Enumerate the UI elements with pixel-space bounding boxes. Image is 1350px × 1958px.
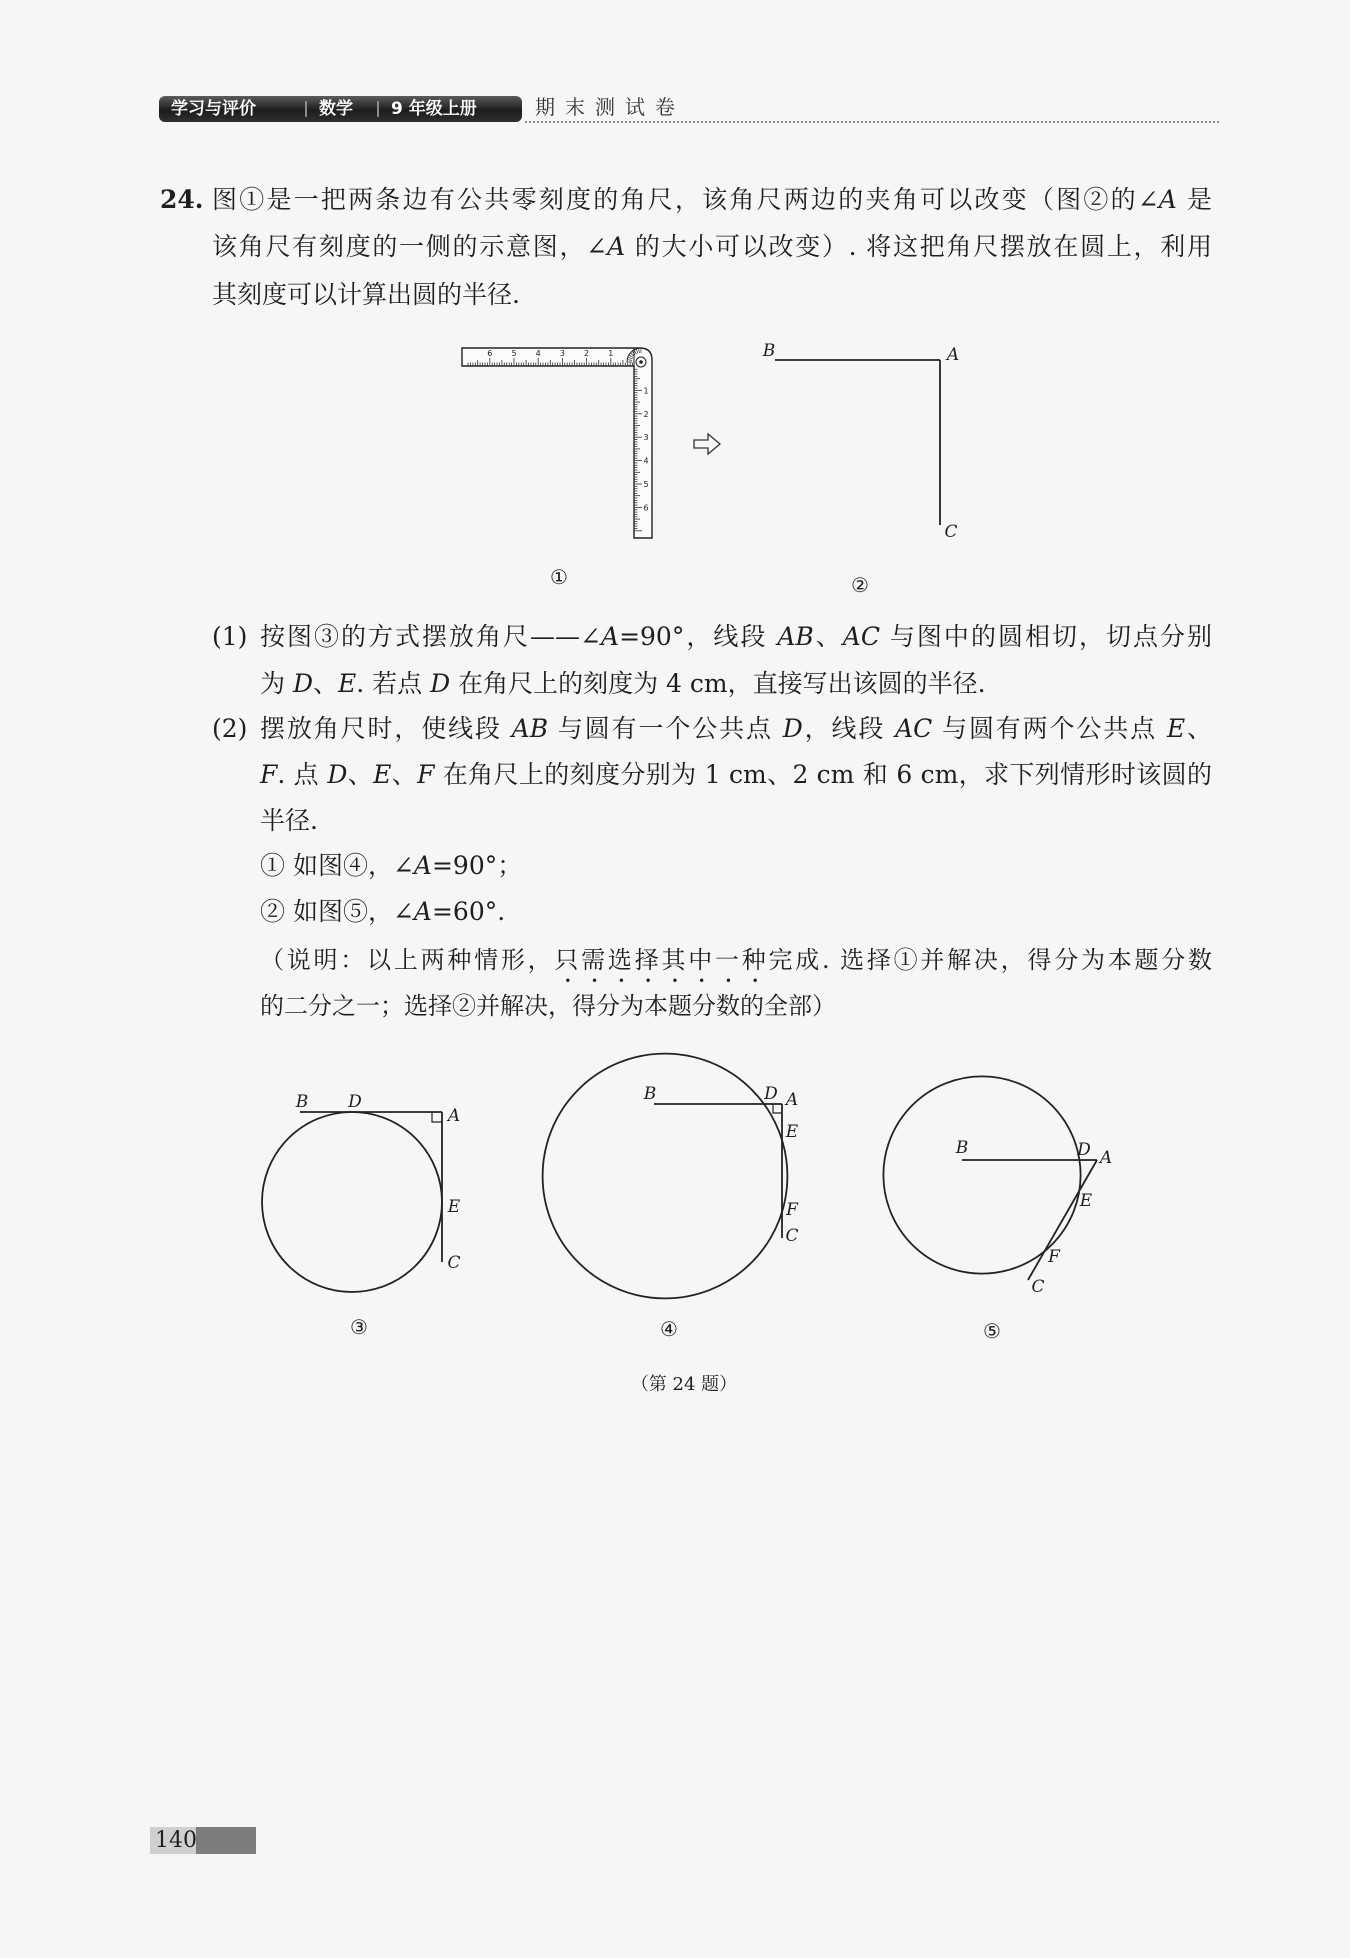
point-label-b: B <box>955 1138 969 1158</box>
point-label-b: B <box>762 341 776 361</box>
circle <box>262 1112 442 1292</box>
page-number: 140 <box>155 1828 197 1853</box>
ruler-scale-numbers <box>487 349 648 512</box>
math-variable: E <box>373 760 392 789</box>
math-variable: E <box>1166 714 1186 743</box>
part-1-line-2: 为 D、E. 若点 D 在角尺上的刻度为 4 cm，直接写出该圆的半径. <box>260 669 986 698</box>
math-variable: AB <box>511 714 549 743</box>
banner-subject: 数学 <box>319 99 353 119</box>
ruler-scale-number: 4 <box>535 349 541 358</box>
note-emphasis-text: 只需选择其中一种 <box>554 946 769 974</box>
point-label-a: A <box>1099 1148 1113 1168</box>
banner-series: 学习与评价 <box>171 99 256 119</box>
ruler-scale-number: 6 <box>487 349 493 358</box>
intro-line-1: 图①是一把两条边有公共零刻度的角尺，该角尺两边的夹角可以改变（图②的∠A 是 <box>212 185 1213 214</box>
point-label-d: D <box>1077 1140 1091 1160</box>
math-variable: D <box>327 760 348 789</box>
figure-4-label: ④ <box>660 1317 678 1341</box>
math-variable: AC <box>895 714 933 743</box>
math-variable: A <box>1158 185 1177 214</box>
point-label-e: E <box>785 1122 799 1142</box>
page-number-box <box>150 1827 256 1854</box>
part-2-line-3: 半径. <box>260 806 318 835</box>
point-label-f: F <box>1048 1247 1060 1267</box>
figure-1-label: ① <box>550 565 568 589</box>
point-label-d: D <box>764 1084 778 1104</box>
ruler-pivot-center <box>639 360 643 364</box>
case-2: ② 如图⑤，∠A=60°. <box>260 897 506 926</box>
figure-2-label: ② <box>851 573 869 597</box>
figure-4-secant-circle-90 <box>543 1054 800 1341</box>
point-label-b: B <box>295 1092 309 1112</box>
ruler-scale-number: 4 <box>643 456 649 466</box>
section-title: 期末测试卷 <box>535 95 685 119</box>
question-number: 24. <box>160 185 204 214</box>
case-1: ① 如图④，∠A=90°； <box>260 851 523 880</box>
figure-3-tangent-circle <box>262 1092 461 1339</box>
math-variable: AC <box>842 622 880 651</box>
note-line-2: 的二分之一；选择②并解决，得分为本题分数的全部） <box>260 992 836 1020</box>
banner-grade: 9 年级上册 <box>391 99 477 119</box>
math-variable: A <box>601 622 620 651</box>
math-variable: F <box>417 760 435 789</box>
math-variable: D <box>292 669 313 698</box>
circle <box>883 1076 1080 1273</box>
math-variable: F <box>260 760 278 789</box>
ruler-scale-number: 6 <box>643 503 649 513</box>
intro-line-3: 其刻度可以计算出圆的半径. <box>212 280 520 309</box>
part-2-line-2: F. 点 D、E、F 在角尺上的刻度分别为 1 cm、2 cm 和 6 cm，求下列情形时该圆的 <box>260 760 1212 789</box>
point-label-c: C <box>785 1226 799 1246</box>
segment-ac <box>1028 1160 1097 1280</box>
math-variable: E <box>338 669 357 698</box>
point-label-a: A <box>946 345 960 365</box>
part-2-line-1: 摆放角尺时，使线段 AB 与圆有一个公共点 D，线段 AC 与圆有两个公共点 E、 <box>260 714 1212 743</box>
figure-1-angle-ruler <box>462 348 652 589</box>
point-label-e: E <box>1079 1191 1093 1211</box>
math-variable: AB <box>777 622 814 651</box>
point-label-c: C <box>1031 1277 1045 1297</box>
point-label-c: C <box>447 1253 461 1273</box>
ruler-scale-number: 3 <box>643 433 649 443</box>
right-angle-mark <box>773 1104 782 1113</box>
point-label-a: A <box>785 1090 799 1110</box>
ruler-scale-number: 5 <box>511 349 517 358</box>
note-text-after: 完成. 选择①并解决，得分为本题分数 <box>768 946 1213 974</box>
point-label-e: E <box>447 1197 461 1217</box>
note-text-before: （说明：以上两种情形， <box>260 946 555 974</box>
ruler-scale-number: 1 <box>608 349 614 358</box>
ruler-scale-number: 3 <box>559 349 565 358</box>
circle <box>543 1054 788 1299</box>
point-label-c: C <box>944 522 958 542</box>
point-label-b: B <box>643 1084 657 1104</box>
figure-5-secant-circle-60 <box>883 1076 1112 1343</box>
figure-3-label: ③ <box>350 1315 368 1339</box>
intro-line-2: 该角尺有刻度的一侧的示意图，∠A 的大小可以改变）. 将这把角尺摆放在圆上，利用 <box>212 232 1213 261</box>
math-variable: D <box>782 714 803 743</box>
point-label-f: F <box>786 1200 798 1220</box>
ruler-scale-number: 5 <box>643 480 649 489</box>
right-angle-mark <box>432 1112 442 1122</box>
math-variable: D <box>430 669 451 698</box>
hollow-right-arrow-icon <box>694 434 720 454</box>
ruler-scale-number: 1 <box>643 386 649 396</box>
ruler-scale-number: 2 <box>584 349 590 358</box>
math-variable: A <box>413 897 432 926</box>
point-label-a: A <box>447 1106 461 1126</box>
figure-2-angle-diagram <box>762 341 959 597</box>
math-variable: A <box>413 851 432 880</box>
figure-caption: （第 24 题） <box>630 1374 738 1395</box>
figure-5-label: ⑤ <box>983 1319 1001 1343</box>
math-variable: A <box>607 232 626 261</box>
part-2-label: (2) <box>212 714 248 743</box>
part-1-label: (1) <box>212 622 248 651</box>
ruler-scale-number: 2 <box>643 409 649 419</box>
point-label-d: D <box>348 1092 362 1112</box>
part-1-line-1: 按图③的方式摆放角尺——∠A=90°，线段 AB、AC 与图中的圆相切，切点分别 <box>260 622 1212 651</box>
ruler-ticks <box>468 358 642 531</box>
ruler-body <box>462 348 652 538</box>
